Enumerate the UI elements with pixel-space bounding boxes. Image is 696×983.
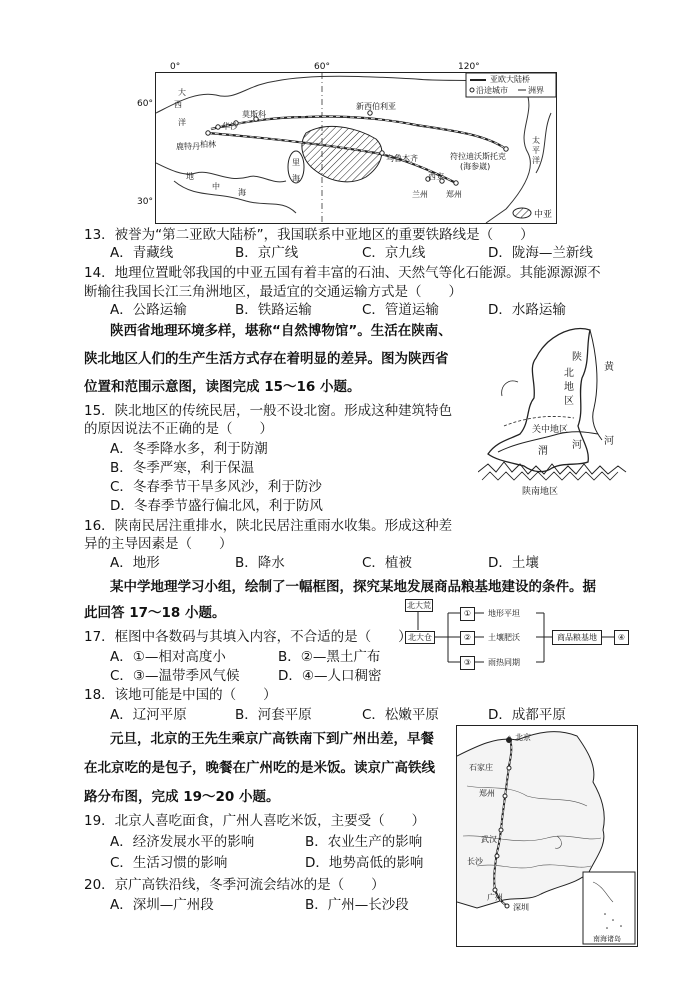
q18-option-b[interactable]: B．河套平原: [235, 707, 312, 723]
shaanxi-label-shan: 陕: [572, 352, 582, 363]
jingguang-hsr-map: [456, 725, 638, 947]
flow-text-climate: 雨热同期: [488, 658, 520, 667]
map1-lon-0: 0°: [170, 62, 181, 72]
q13-option-b[interactable]: B．京广线: [235, 245, 299, 261]
q14-stem-line1: 14．地理位置毗邻我国的中亚五国有着丰富的石油、天然气等化石能源。其能源源源不: [84, 265, 601, 281]
map1-lat-30: 30°: [137, 197, 153, 207]
q14-option-c[interactable]: C．管道运输: [362, 302, 439, 318]
intro17-line2: 此回答 17～18 小题。: [84, 605, 226, 621]
label-hai2: 海: [292, 174, 300, 183]
map1-lat-60: 60°: [137, 99, 153, 109]
q17-stem: 17．框图中各数码与其填入内容，不合适的是（ ）: [84, 629, 412, 645]
yellow-river-he: 河: [604, 436, 614, 447]
label-zhengzhou: 郑州: [446, 190, 462, 199]
hsr-label-beijing: 北京: [515, 733, 531, 742]
intro15-line2: 陕北地区人们的生产生活方式存在着明显的差异。图为陕西省: [84, 351, 449, 367]
flowchart: [404, 598, 634, 670]
label-zhong: 中: [212, 182, 220, 191]
legend-city: 沿途城市: [476, 86, 508, 95]
shaanxi-map: [478, 322, 628, 500]
hsr-label-shijiazhuang: 石家庄: [469, 763, 493, 772]
label-ping: 平: [532, 146, 540, 155]
flow-box-2: ②: [460, 631, 475, 645]
hsr-label-zhengzhou: 郑州: [479, 789, 495, 798]
label-yang: 洋: [178, 118, 186, 127]
q19-option-b[interactable]: B．农业生产的影响: [305, 834, 423, 850]
label-xian: 西安: [428, 172, 444, 181]
q13-option-d[interactable]: D．陇海—兰新线: [488, 245, 593, 261]
q15-stem-line2: 的原因说法不正确的是（ ）: [84, 421, 273, 437]
label-di: 地: [186, 172, 194, 181]
q17-option-d[interactable]: D．④—人口稠密: [278, 668, 382, 684]
shaanxi-label-bei: 北: [564, 368, 574, 379]
q14-option-a[interactable]: A．公路运输: [110, 302, 187, 318]
label-vladivostok: 符拉迪沃斯托克: [450, 152, 506, 161]
yellow-river-huang: 黄: [604, 362, 614, 373]
q15-option-c[interactable]: C．冬春季节干旱多风沙，利于防沙: [110, 479, 322, 495]
q16-option-c[interactable]: C．植被: [362, 555, 412, 571]
label-xi: 西: [174, 100, 182, 109]
q19-stem: 19．北京人喜吃面食，广州人喜吃米饭，主要受（ ）: [84, 813, 426, 829]
q18-stem: 18．该地可能是中国的（ ）: [84, 687, 277, 703]
guanzhong-label: 关中地区: [532, 425, 569, 435]
q15-option-b[interactable]: B．冬季严寒，利于保温: [110, 460, 255, 476]
q20-stem: 20．京广高铁沿线，冬季河流会结冰的是（ ）: [84, 877, 385, 893]
label-warsaw: 华沙: [222, 122, 238, 131]
label-novosibirsk: 新西伯利亚: [356, 102, 396, 111]
label-urumqi: 乌鲁木齐: [386, 154, 418, 163]
label-hai: 海: [238, 188, 246, 197]
intro17-line1: 某中学地理学习小组，绘制了一幅框图，探究某地发展商品粮基地建设的条件。据: [110, 579, 596, 595]
hsr-label-changsha: 长沙: [467, 857, 483, 866]
shaanxi-label-di: 地: [564, 382, 574, 393]
legend-land-bridge: 亚欧大陆桥: [490, 75, 530, 84]
label-lanzhou: 兰州: [412, 190, 428, 199]
label-da: 大: [178, 88, 186, 97]
q18-option-d[interactable]: D．成都平原: [488, 707, 566, 723]
flow-box-grain-base: 商品粮基地: [552, 630, 602, 645]
q14-stem-line2: 断输往我国长江三角洲地区，最适宜的交通运输方式是（ ）: [84, 284, 462, 300]
intro19-line3: 路分布图，完成 19～20 小题。: [84, 789, 280, 805]
legend-central-asia: 中亚: [534, 210, 553, 220]
flow-box-3: ③: [460, 656, 475, 670]
q13-stem: 13．被誉为“第二亚欧大陆桥”，我国联系中亚地区的重要铁路线是（ ）: [84, 227, 534, 243]
q19-option-d[interactable]: D．地势高低的影响: [305, 855, 424, 871]
legend-continent-border: 洲界: [528, 86, 544, 95]
q20-option-b[interactable]: B．广州—长沙段: [305, 897, 409, 913]
q16-stem-line1: 16．陕南民居注重排水，陕北民居注重雨水收集。形成这种差: [84, 518, 453, 534]
q15-option-a[interactable]: A．冬季降水多，利于防潮: [110, 441, 268, 457]
shaanxi-label-qu: 区: [564, 396, 574, 407]
flow-box-beidacang: 北大仓: [405, 631, 435, 644]
intro19-line1: 元旦，北京的王先生乘京广高铁南下到广州出差，早餐: [110, 731, 434, 747]
intro19-line2: 在北京吃的是包子，晚餐在广州吃的是米饭。读京广高铁线: [84, 760, 435, 776]
flow-text-soil: 土壤肥沃: [488, 633, 520, 642]
q16-option-d[interactable]: D．土壤: [488, 555, 539, 571]
hsr-label-south-china-sea-islands: 南海诸岛: [593, 935, 621, 943]
label-moscow: 莫斯科: [242, 110, 266, 119]
q18-option-a[interactable]: A．辽河平原: [110, 707, 187, 723]
map1-lon-60: 60°: [314, 62, 330, 72]
q14-option-d[interactable]: D．水路运输: [488, 302, 566, 318]
map1-lon-120: 120°: [458, 62, 480, 72]
q17-option-b[interactable]: B．②—黑土广布: [278, 649, 381, 665]
q19-option-c[interactable]: C．生活习惯的影响: [110, 855, 228, 871]
flow-box-1: ①: [460, 607, 475, 621]
q20-option-a[interactable]: A．深圳—广州段: [110, 897, 214, 913]
q16-stem-line2: 异的主导因素是（ ）: [84, 536, 233, 552]
label-yang2: 洋: [532, 156, 540, 165]
q15-option-d[interactable]: D．冬春季节盛行偏北风，利于防风: [110, 498, 323, 514]
q13-option-c[interactable]: C．京九线: [362, 245, 426, 261]
label-haishenwai: (海参崴): [460, 162, 491, 171]
flow-box-beidahuang: 北大荒: [407, 601, 431, 610]
q16-option-a[interactable]: A．地形: [110, 555, 160, 571]
q14-option-b[interactable]: B．铁路运输: [235, 302, 312, 318]
shaanxi-map-drawing: [478, 322, 628, 500]
intro15-line3: 位置和范围示意图，读图完成 15～16 小题。: [84, 379, 361, 395]
q16-option-b[interactable]: B．降水: [235, 555, 285, 571]
hsr-label-guangzhou: 广州: [487, 893, 503, 902]
eurasian-land-bridge-map: [155, 72, 557, 224]
hsr-label-shenzhen: 深圳: [513, 903, 529, 912]
q18-option-c[interactable]: C．松嫩平原: [362, 707, 439, 723]
wei-river-he: 河: [572, 440, 582, 451]
label-berlin: 柏林: [200, 140, 216, 149]
flow-box-4: ④: [614, 630, 629, 645]
flow-text-terrain: 地形平坦: [488, 609, 520, 618]
label-tai: 太: [532, 136, 540, 145]
wei-river-wei: 渭: [538, 446, 548, 457]
intro15-line1: 陕西省地理环境多样，堪称“自然博物馆”。生活在陕南、: [110, 323, 452, 339]
q13-option-a[interactable]: A．青藏线: [110, 245, 174, 261]
q17-option-a[interactable]: A．①—相对高度小: [110, 649, 226, 665]
q17-option-c[interactable]: C．③—温带季风气候: [110, 668, 240, 684]
label-li: 里: [292, 158, 300, 167]
q15-stem-line1: 15．陕北地区的传统民居，一般不设北窗。形成这种建筑特色: [84, 403, 453, 419]
shannan-label: 陕南地区: [522, 487, 559, 497]
label-rotterdam: 鹿特丹: [176, 142, 200, 151]
q19-option-a[interactable]: A．经济发展水平的影响: [110, 834, 255, 850]
hsr-label-wuhan: 武汉: [481, 835, 497, 844]
